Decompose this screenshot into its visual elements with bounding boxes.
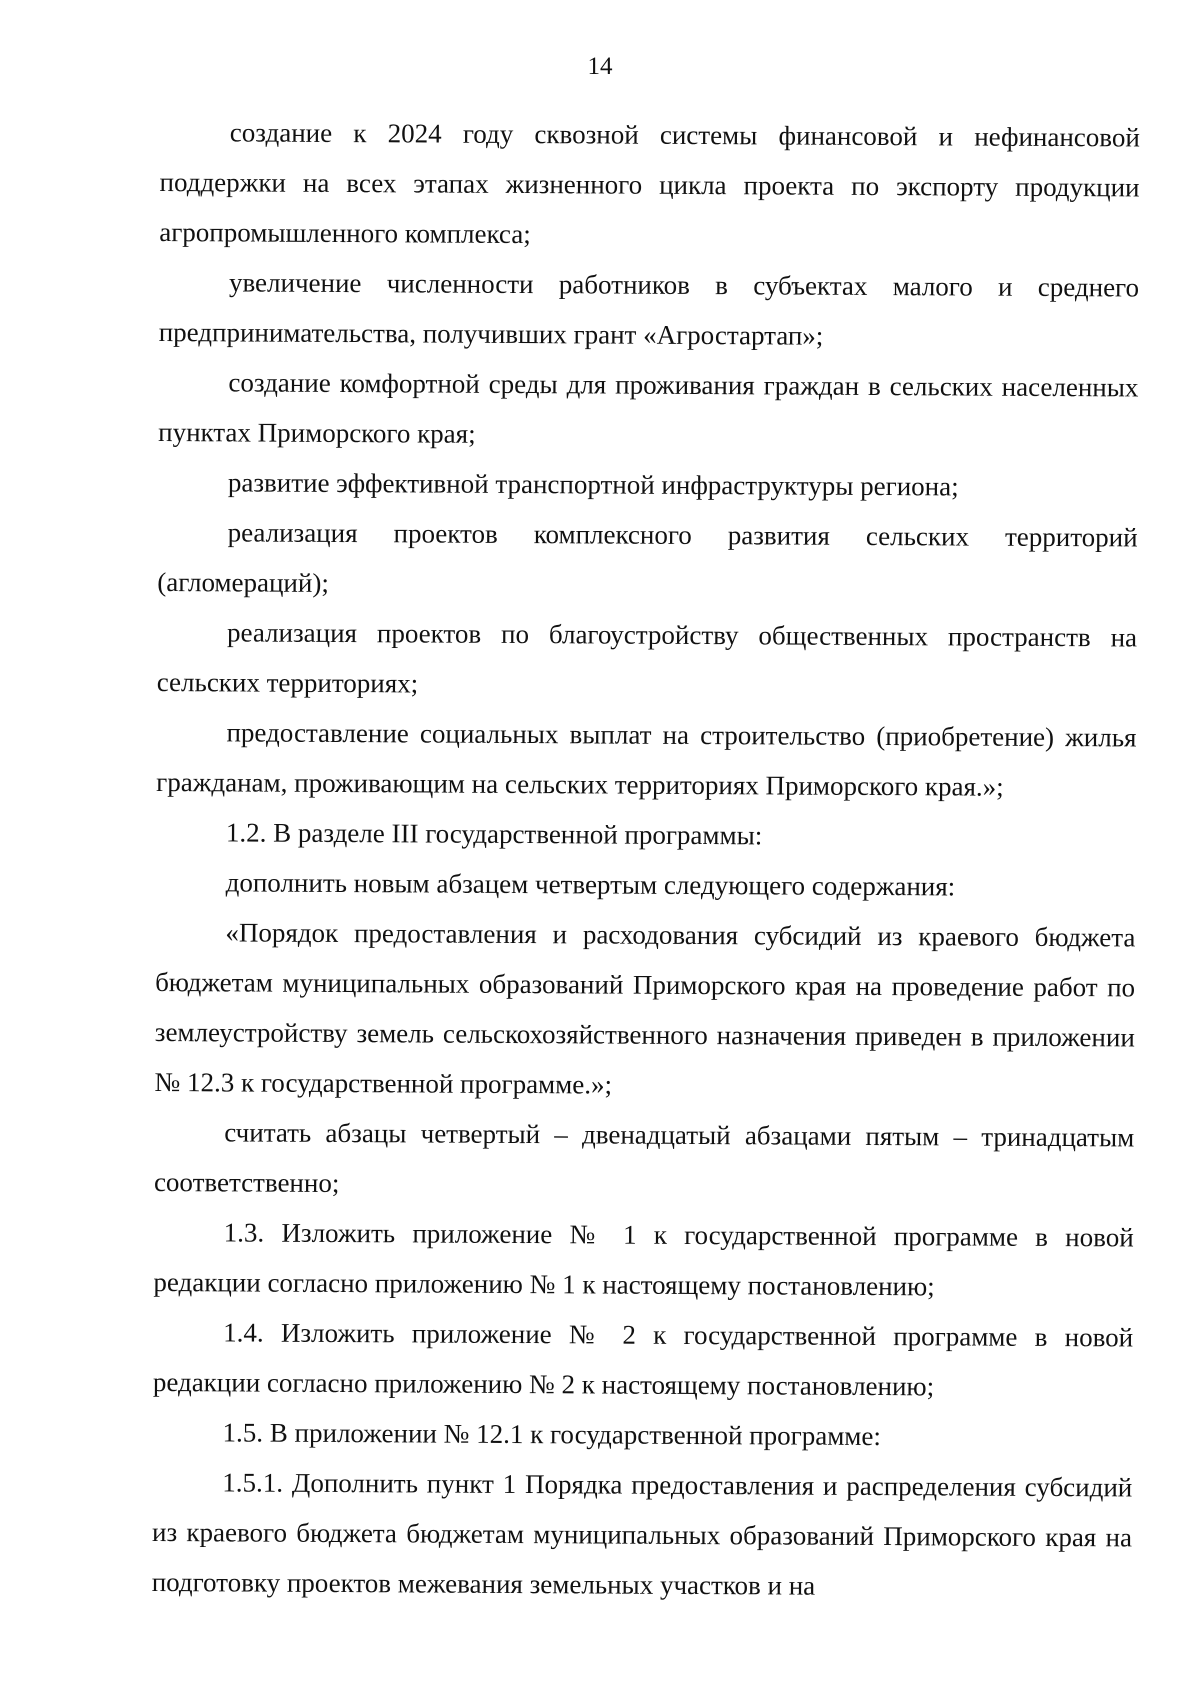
page-number: 14 bbox=[587, 53, 613, 80]
paragraph: предоставление социальных выплат на строительство (приобретение) жилья гражданам, проживающим на сельских территориях Приморского края.»; bbox=[156, 717, 1137, 802]
paragraph: «Порядок предоставления и расходования субсидий из краевого бюджета бюджетам муниципальных образований Приморского края на проведение работ по землеустройству земель сельскохозяйственного назначения приведен в приложении № 12.3 к государственной программе.»; bbox=[154, 917, 1136, 1100]
paragraph: 1.3. Изложить приложение № 1 к государственной программе в новой редакции согласно приложению № 1 к настоящему постановлению; bbox=[153, 1217, 1134, 1302]
paragraph: 1.5. В приложении № 12.1 к государственной программе: bbox=[222, 1417, 881, 1452]
paragraph: развитие эффективной транспортной инфраструктуры региона; bbox=[227, 467, 959, 502]
paragraph: реализация проектов комплексного развития сельских территорий (агломераций); bbox=[157, 517, 1138, 598]
document-body bbox=[152, 107, 1140, 1612]
paragraph: создание к 2024 году сквозной системы финансовой и нефинансовой поддержки на всех этапах жизненного цикла проекта по экспорту продукции агропромышленного комплекса; bbox=[159, 117, 1140, 250]
paragraph: 1.5.1. Дополнить пункт 1 Порядка предоставления и распределения субсидий из краевого бюджета бюджетам муниципальных образований Приморского края на подготовку проектов межевания земельных участков и на bbox=[151, 1467, 1133, 1601]
paragraph: увеличение численности работников в субъектах малого и среднего предпринимательства, получивших грант «Агростартап»; bbox=[158, 267, 1140, 351]
paragraph: создание комфортной среды для проживания граждан в сельских населенных пунктах Приморского края; bbox=[158, 367, 1139, 449]
paragraph: дополнить новым абзацем четвертым следующего содержания: bbox=[225, 867, 956, 902]
paragraph: 1.4. Изложить приложение № 2 к государственной программе в новой редакции согласно приложению № 2 к настоящему постановлению; bbox=[152, 1317, 1134, 1402]
paragraph: реализация проектов по благоустройству общественных пространств на сельских территориях; bbox=[156, 617, 1138, 699]
paragraph: 1.2. В разделе III государственной программы: bbox=[225, 817, 763, 851]
paragraph: считать абзацы четвертый – двенадцатый абзацами пятым – тринадцатым соответственно; bbox=[153, 1117, 1135, 1199]
